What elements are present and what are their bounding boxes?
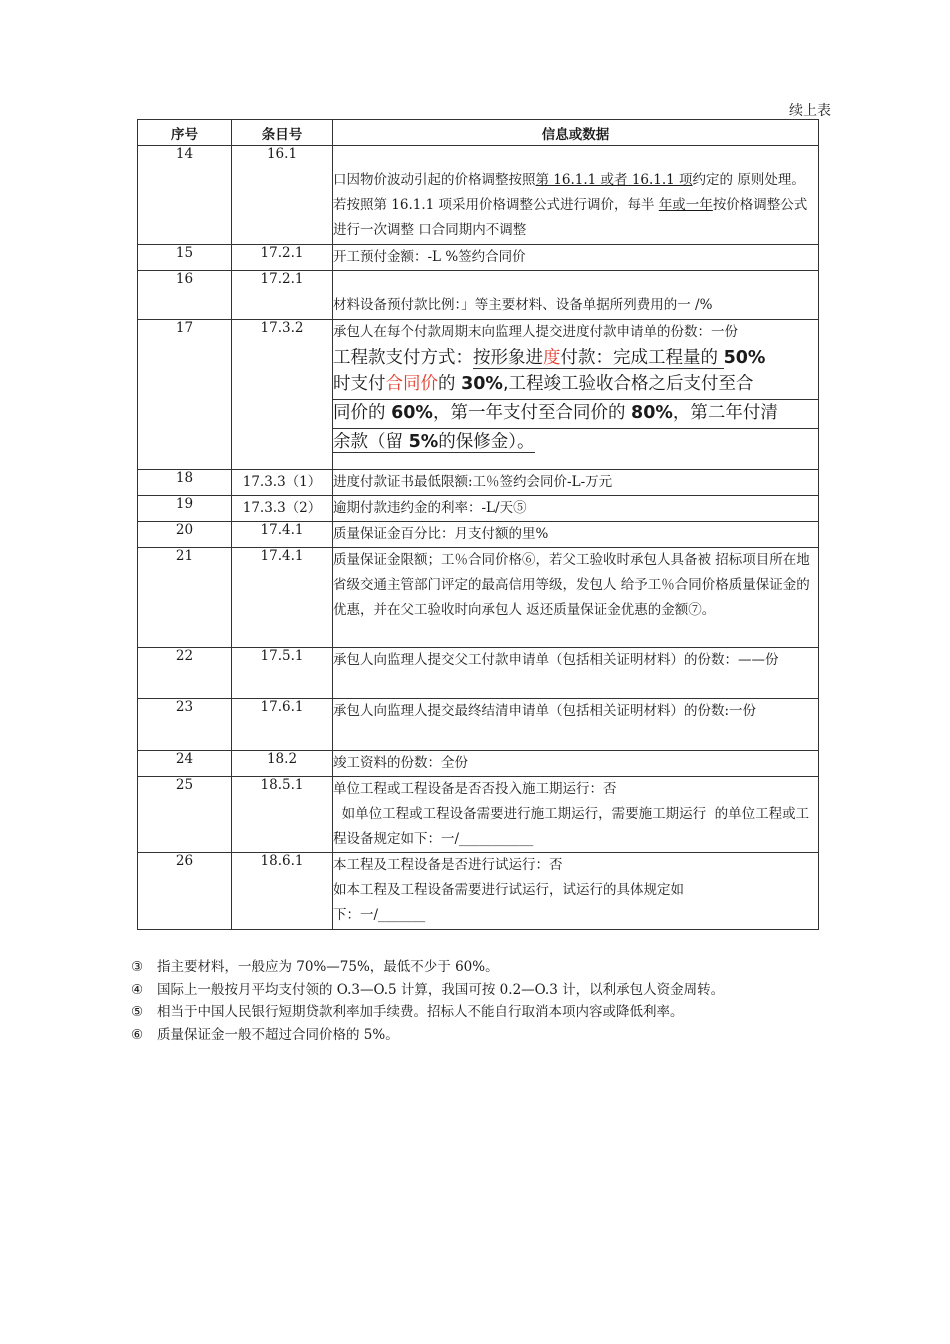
footnote-text: 质量保证金一般不超过合同价格的 5%。 — [157, 1026, 399, 1043]
contract-data-table — [137, 119, 819, 930]
row-info — [333, 146, 819, 245]
payment-copies-text: 承包人在每个付款周期末向监理人提交进度付款申请单的份数：一份 — [333, 324, 738, 340]
table-row — [138, 320, 819, 470]
row-clause: 18.6.1 — [232, 853, 333, 930]
info-underlined: 第 16.1.1 或者 16.1.1 项 — [535, 172, 693, 188]
header-no: 序号 — [138, 120, 232, 146]
table-row — [138, 496, 819, 522]
pay-text: 余款（留 — [333, 432, 409, 452]
divider — [333, 428, 818, 429]
info-underlined: 年或一年 — [658, 197, 713, 213]
table-row — [138, 146, 819, 245]
payment-method-text — [333, 345, 818, 455]
pay-value: 30% — [461, 374, 503, 394]
row-no: 19 — [138, 496, 232, 522]
pay-text: 按形象进 — [473, 348, 543, 368]
footnote-mark: ⑤ — [131, 1004, 144, 1020]
row-no: 21 — [138, 548, 232, 648]
table-row — [138, 699, 819, 751]
pay-value: 50% — [723, 348, 766, 368]
row-no: 24 — [138, 751, 232, 777]
row-no: 25 — [138, 777, 232, 853]
row-clause: 17.2.1 — [232, 245, 333, 271]
pay-value: 5% — [408, 432, 439, 452]
footnote-text: 国际上一般按月平均支付领的 O.3—O.5 计算，我国可按 0.2—O.3 计，以利承包人资金周转。 — [157, 981, 725, 998]
pay-text: ,工程竣工验收合格之后支付至合 — [502, 374, 754, 394]
pay-label: 工程款支付方式： — [333, 348, 473, 368]
table-row — [138, 245, 819, 271]
row-clause: 17.2.1 — [232, 271, 333, 320]
row-no: 17 — [138, 320, 232, 470]
pay-text-red: 度 — [543, 348, 561, 368]
table-row — [138, 853, 819, 930]
table-row — [138, 648, 819, 699]
row-no: 14 — [138, 146, 232, 245]
table-row — [138, 751, 819, 777]
row-clause: 18.2 — [232, 751, 333, 777]
divider — [333, 399, 818, 400]
row-info: 竣工资料的份数：全份 — [333, 751, 819, 777]
footnote — [131, 1001, 724, 1024]
row-clause: 17.3.3（1） — [232, 470, 333, 496]
pay-value: 60% — [391, 403, 433, 423]
table-row — [138, 548, 819, 648]
row-info — [333, 777, 819, 853]
row-clause: 16.1 — [232, 146, 333, 245]
info-line: 本工程及工程设备是否进行试运行：否 — [333, 857, 563, 873]
row-clause: 17.5.1 — [232, 648, 333, 699]
footnotes — [131, 956, 724, 1046]
row-info: 逾期付款违约金的利率：-L/天⑤ — [333, 496, 819, 522]
header-info: 信息或数据 — [333, 120, 819, 146]
row-clause: 18.5.1 — [232, 777, 333, 853]
info-line: 如本工程及工程设备需要进行试运行，试运行的具体规定如 — [333, 882, 684, 898]
row-no: 20 — [138, 522, 232, 548]
info-text: 约定的 原则处理。若按照第 16.1.1 项采用价格调整公式进行调价，每半 — [333, 172, 805, 213]
pay-text: 的保修金）。 — [438, 432, 535, 452]
footnote-text: 指主要材料，一般应为 70%—75%，最低不少于 60%。 — [157, 959, 499, 975]
row-info: 进度付款证书最低限额:工％签约会同价-L-万元 — [333, 470, 819, 496]
row-info: 质量保证金百分比：月支付额的里% — [333, 522, 819, 548]
pay-text: ，第一年支付至合同价的 — [432, 403, 632, 423]
table-header-row — [138, 120, 819, 146]
info-text: 口因物价波动引起的价格调整按照 — [333, 172, 536, 188]
footnote-mark: ⑥ — [131, 1026, 144, 1043]
row-clause: 17.3.3（2） — [232, 496, 333, 522]
footnote-text: 相当于中国人民银行短期贷款利率加手续费。招标人不能自行取消本项内容或降低利率。 — [157, 1004, 684, 1020]
row-info — [333, 853, 819, 930]
row-info — [333, 320, 819, 470]
row-clause: 17.4.1 — [232, 522, 333, 548]
row-no: 15 — [138, 245, 232, 271]
pay-text: ，第二年付清 — [672, 403, 778, 423]
pay-text: 时支付 — [333, 374, 386, 394]
row-no: 18 — [138, 470, 232, 496]
info-text: 按价格调整公式进行一次调整 口合同期内不调整 — [333, 197, 808, 238]
continued-label: 续上表 — [789, 103, 831, 119]
footnote — [131, 956, 724, 979]
table-row — [138, 522, 819, 548]
row-no: 16 — [138, 271, 232, 320]
footnote — [131, 979, 724, 1002]
row-no: 26 — [138, 853, 232, 930]
info-line: 单位工程或工程设备是否否投入施工期运行：否 — [333, 781, 617, 797]
footnote-mark: ④ — [131, 981, 144, 998]
pay-text: 同价的 — [333, 403, 392, 423]
row-info: 开工预付金额：-L %签约合同价 — [333, 245, 819, 271]
row-clause: 17.6.1 — [232, 699, 333, 751]
row-info: 材料设备预付款比例：」等主要材料、设备单据所列费用的一 /% — [333, 271, 819, 320]
row-info: 承包人向监理人提交父工付款申请单（包括相关证明材料）的份数：——份 — [333, 648, 819, 699]
row-info: 质量保证金限额；工％合同价格⑥，若父工验收时承包人具备被 招标项目所在地省级交通主管部门评定的最高信用等级，发包人 给予工％合同价格质量保证金的优惠，并在父工验收时向承包人 返还质量保证金优惠的金额⑦。 — [333, 548, 819, 648]
table-row — [138, 271, 819, 320]
info-line: 如单位工程或工程设备需要进行施工期运行，需要施工期运行 的单位工程或工程设备规定如下：一/___________ — [333, 806, 810, 847]
footnote — [131, 1024, 724, 1047]
pay-value: 80% — [631, 403, 673, 423]
pay-text: 的 — [438, 374, 462, 394]
header-clause: 条目号 — [232, 120, 333, 146]
footnote-mark: ③ — [131, 959, 144, 975]
row-no: 22 — [138, 648, 232, 699]
row-clause: 17.3.2 — [232, 320, 333, 470]
info-line: 下：一/_______ — [333, 907, 426, 923]
table-row — [138, 470, 819, 496]
row-info: 承包人向监理人提交最终结清申请单（包括相关证明材料）的份数:一份 — [333, 699, 819, 751]
pay-text-red: 合同价 — [385, 374, 438, 394]
table-row — [138, 777, 819, 853]
pay-text: 付款：完成工程量的 — [560, 348, 724, 368]
row-clause: 17.4.1 — [232, 548, 333, 648]
row-no: 23 — [138, 699, 232, 751]
